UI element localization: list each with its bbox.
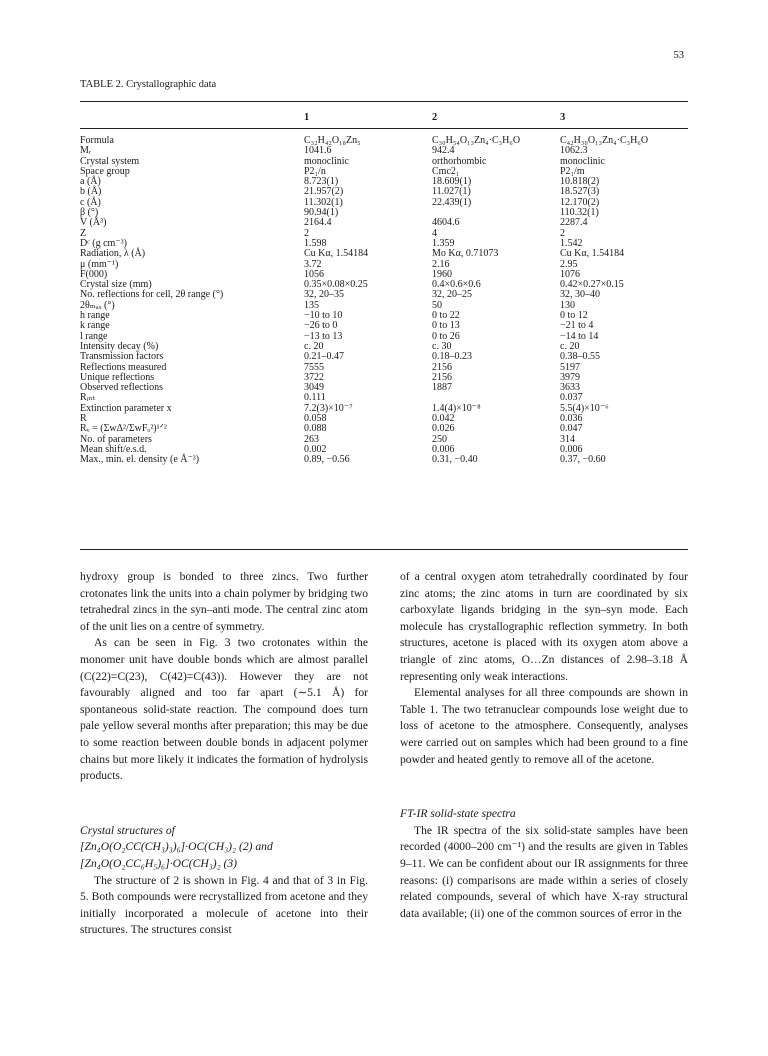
table-row — [80, 218, 688, 228]
table-row — [80, 435, 688, 445]
row-label: Extinction parameter x — [80, 402, 172, 414]
row-label: Mean shift/e.s.d. — [80, 443, 147, 455]
cell-compound-3: C₄₂H₃₀O₁₃Zn₄·C₃H₆O — [560, 135, 649, 146]
row-label: μ (mm⁻¹) — [80, 258, 119, 270]
cell-compound-2: 1.4(4)×10⁻⁸ — [432, 402, 481, 414]
cell-compound-2: c. 30 — [432, 340, 452, 352]
row-label: c (Å) — [80, 196, 101, 208]
table-row — [80, 383, 688, 393]
section-heading-line-2: [Zn₄O(O₂CC(CH₃)₃)₆]·OC(CH₃)₂ (2) and — [80, 840, 273, 854]
cell-compound-3: 2287.4 — [560, 217, 588, 229]
section-heading-line-3: [Zn₄O(O₂CC₆H₅)₆]·OC(CH₃)₂ (3) — [80, 856, 238, 870]
cell-compound-1: 11.302(1) — [304, 196, 343, 208]
table-row — [80, 260, 688, 270]
cell-compound-2: 0.4×0.6×0.6 — [432, 279, 481, 291]
cell-compound-1: 263 — [304, 433, 319, 445]
row-label: 2θₘₐₓ (°) — [80, 299, 115, 311]
cell-compound-1: 7.2(3)×10⁻⁷ — [304, 402, 353, 414]
cell-compound-2: orthorhombic — [432, 155, 487, 167]
cell-compound-1: 3049 — [304, 382, 324, 394]
cell-compound-1: 0.058 — [304, 413, 327, 425]
table-row — [80, 229, 688, 239]
row-label: No. of parameters — [80, 433, 152, 445]
table-row — [80, 332, 688, 342]
cell-compound-2: 2156 — [432, 371, 452, 383]
cell-compound-2: 1960 — [432, 268, 452, 280]
cell-compound-3: 0.006 — [560, 443, 583, 455]
cell-compound-3: 18.527(3) — [560, 186, 600, 198]
table-row — [80, 455, 688, 465]
cell-compound-2: 22.439(1) — [432, 196, 472, 208]
row-label: Transmission factors — [80, 351, 164, 363]
cell-compound-2: 0.31, −0.40 — [432, 454, 478, 466]
cell-compound-2: 18.609(1) — [432, 176, 472, 188]
cell-compound-2: 0.042 — [432, 413, 455, 425]
table-row — [80, 311, 688, 321]
cell-compound-2: 11.027(1) — [432, 186, 471, 198]
cell-compound-3: monoclinic — [560, 155, 605, 167]
cell-compound-3: Cu Kα, 1.54184 — [560, 248, 625, 260]
cell-compound-1: 1.598 — [304, 237, 327, 249]
cell-compound-1: 3.72 — [304, 258, 322, 270]
cell-compound-2: 1.359 — [432, 237, 455, 249]
cell-compound-2: 0.026 — [432, 423, 455, 435]
cell-compound-1: 2164.4 — [304, 217, 332, 229]
cell-compound-1: −10 to 10 — [304, 310, 343, 322]
right-paragraph-3: The IR spectra of the six solid-state samples have been recorded (4000–200 cm⁻¹) and the results are given in Tables 9–11. We can be confident about our IR assignments for three reasons: (i) comparisons are made within a series of closely related compounds, several of which have X-ray structural data available; (ii) one of the common sources of error in the — [400, 823, 688, 920]
row-label: Observed reflections — [80, 382, 164, 394]
table-row — [80, 208, 688, 218]
cell-compound-1: 7555 — [304, 361, 324, 373]
cell-compound-1: 1041.6 — [304, 145, 332, 157]
cell-compound-3: 32, 30–40 — [560, 289, 600, 301]
cell-compound-1: 21.957(2) — [304, 186, 344, 198]
cell-compound-3: 5197 — [560, 361, 580, 373]
cell-compound-1: 32, 20–35 — [304, 289, 344, 301]
cell-compound-3: 0.42×0.27×0.15 — [560, 279, 624, 291]
table-row — [80, 290, 688, 300]
cell-compound-2: 942.4 — [432, 145, 455, 157]
section-heading-line-1: Crystal structures of — [80, 823, 175, 837]
cell-compound-2: 0.006 — [432, 443, 455, 455]
cell-compound-1: C₃₂H₄₂O₁₈Zn₅ — [304, 135, 361, 146]
cell-compound-2: 32, 20–25 — [432, 289, 472, 301]
cell-compound-3: 1076 — [560, 268, 580, 280]
cell-compound-1: 0.89, −0.56 — [304, 454, 350, 466]
cell-compound-2: 50 — [432, 299, 442, 311]
row-label: Radiation, λ (Å) — [80, 248, 146, 260]
table-row — [80, 136, 688, 146]
cell-compound-3: 2 — [560, 227, 565, 239]
row-label: a (Å) — [80, 176, 101, 188]
table-row — [80, 424, 688, 434]
cell-compound-3: 0.047 — [560, 423, 583, 435]
cell-compound-2: 250 — [432, 433, 447, 445]
table-row — [80, 301, 688, 311]
cell-compound-3: 5.5(4)×10⁻⁶ — [560, 402, 609, 414]
row-label: V (Å³) — [80, 217, 107, 229]
column-header-1: 1 — [304, 112, 310, 123]
cell-compound-3: 314 — [560, 433, 575, 445]
row-label: Space group — [80, 165, 130, 177]
cell-compound-3: 10.818(2) — [560, 176, 600, 188]
cell-compound-3: 130 — [560, 299, 575, 311]
row-label: Dᶜ (g cm⁻³) — [80, 237, 127, 249]
cell-compound-1: 3722 — [304, 371, 324, 383]
cell-compound-2: 0 to 22 — [432, 310, 460, 322]
cell-compound-2: 0.18–0.23 — [432, 351, 472, 363]
left-paragraph-2: As can be seen in Fig. 3 two crotonates within the monomer unit have double bonds which are almost parallel (C(22)=C(23), C(42)=C(43)). However they are not favourably aligned and too far apart (∼5.1 Å) for spontaneous solid-state reaction. The compound does turn pale yellow several months after preparation; this may be due to some reaction between double bonds in adjacent polymer chains but more likely it indicates the formation of hydrolysis products. — [80, 636, 368, 783]
row-label: R — [80, 413, 87, 425]
cell-compound-3: 1062.3 — [560, 145, 588, 157]
cell-compound-3: 0 to 12 — [560, 310, 588, 322]
row-label: β (°) — [80, 207, 99, 219]
row-label: Max., min. el. density (e Å⁻³) — [80, 454, 200, 466]
cell-compound-3: 0.037 — [560, 392, 583, 404]
left-spacer — [80, 785, 368, 823]
left-text-column — [80, 569, 368, 939]
column-header-3: 3 — [560, 112, 566, 123]
cell-compound-3: P2₁/m — [560, 165, 585, 177]
table-row — [80, 373, 688, 383]
table-row — [80, 157, 688, 167]
cell-compound-1: −13 to 13 — [304, 330, 343, 342]
cell-compound-2: 2156 — [432, 361, 452, 373]
cell-compound-2: Mo Kα, 0.71073 — [432, 248, 499, 260]
cell-compound-1: 8.723(1) — [304, 176, 339, 188]
row-label: h range — [80, 310, 110, 322]
cell-compound-3: 2.95 — [560, 258, 578, 270]
cell-compound-3: 0.036 — [560, 413, 583, 425]
cell-compound-1: 0.111 — [304, 392, 326, 404]
row-label: Rᵢₙₜ — [80, 392, 96, 404]
row-label: Crystal system — [80, 155, 140, 167]
cell-compound-3: 0.37, −0.60 — [560, 454, 606, 466]
cell-compound-2: 1887 — [432, 382, 452, 394]
cell-compound-1: Cu Kα, 1.54184 — [304, 248, 369, 260]
left-paragraph-3: The structure of 2 is shown in Fig. 4 and that of 3 in Fig. 5. Both compounds were recrystallized from acetone and they initially incorporated a molecule of acetone into their structures. The structures consist — [80, 873, 368, 937]
column-header-2: 2 — [432, 112, 438, 123]
left-paragraph-1: hydroxy group is bonded to three zincs. Two further crotonates link the units into a chain polymer by bridging two tetrahedral zincs in the syn–anti mode. The central zinc atom of the unit lies on a centre of symmetry. — [80, 570, 368, 633]
table-row — [80, 404, 688, 414]
cell-compound-3: 3633 — [560, 382, 580, 394]
table-top-rule — [80, 101, 688, 102]
cell-compound-1: 2 — [304, 227, 309, 239]
cell-compound-1: P2₁/n — [304, 165, 326, 177]
cell-compound-1: 90.94(1) — [304, 207, 339, 219]
table-row — [80, 249, 688, 259]
cell-compound-1: monoclinic — [304, 155, 349, 167]
row-label: Rᵥ = (ΣwΔ²/ΣwFₒ²)¹ᐟ² — [80, 423, 167, 435]
cell-compound-3: 12.170(2) — [560, 196, 600, 208]
cell-compound-3: 1.542 — [560, 237, 583, 249]
page-number: 53 — [673, 50, 684, 61]
cell-compound-1: 0.088 — [304, 423, 327, 435]
table-row — [80, 363, 688, 373]
row-label: l range — [80, 330, 108, 342]
table-row — [80, 414, 688, 424]
cell-compound-3: −14 to 14 — [560, 330, 599, 342]
right-paragraph-1: of a central oxygen atom tetrahedrally coordinated by four zinc atoms; the zinc atoms in turn are coordinated by six carboxylate ligands bridging in the syn–syn mode. Each molecule has crystallographic reflection symmetry. In both structures, acetone is placed with its oxygen atom above a triangle of zinc atoms, O…Zn distances of 2.98–3.18 Å representing only weak interactions. — [400, 570, 688, 683]
cell-compound-2: 2.16 — [432, 258, 450, 270]
cell-compound-3: 0.38–0.55 — [560, 351, 600, 363]
row-label: k range — [80, 320, 110, 332]
cell-compound-3: c. 20 — [560, 340, 580, 352]
cell-compound-2: 4604.6 — [432, 217, 460, 229]
cell-compound-3: 110.32(1) — [560, 207, 599, 219]
row-label: Reflections measured — [80, 361, 167, 373]
cell-compound-2: 0 to 13 — [432, 320, 460, 332]
right-paragraph-2: Elemental analyses for all three compounds are shown in Table 1. The two tetranuclear compounds lose weight due to loss of acetone to the atmosphere. Consequently, analyses were carried out on samples which had been ground to a fine powder and heated gently to remove all of the acetone. — [400, 686, 688, 766]
row-label: Formula — [80, 135, 114, 146]
table-bottom-rule — [80, 549, 688, 550]
cell-compound-2: 0 to 26 — [432, 330, 460, 342]
cell-compound-1: 0.21–0.47 — [304, 351, 344, 363]
cell-compound-1: 0.002 — [304, 443, 327, 455]
row-label: No. reflections for cell, 2θ range (°) — [80, 289, 224, 301]
row-label: Mᵣ — [80, 145, 92, 157]
cell-compound-1: −26 to 0 — [304, 320, 338, 332]
cell-compound-3: 3979 — [560, 371, 580, 383]
table-title: TABLE 2. Crystallographic data — [80, 79, 217, 90]
table-header-rule — [80, 128, 688, 129]
right-text-column — [400, 569, 688, 922]
cell-compound-2: C₃₀H₅₄O₁₃Zn₄·C₃H₆O — [432, 135, 521, 146]
row-label: Crystal size (mm) — [80, 279, 152, 291]
row-label: Z — [80, 227, 87, 239]
cell-compound-2: 4 — [432, 227, 437, 239]
table-row — [80, 352, 688, 362]
row-label: F(000) — [80, 268, 108, 280]
cell-compound-1: 1056 — [304, 268, 324, 280]
cell-compound-1: 135 — [304, 299, 319, 311]
crystallographic-table — [80, 136, 688, 466]
cell-compound-3: −21 to 4 — [560, 320, 594, 332]
ftir-heading: FT-IR solid-state spectra — [400, 807, 516, 821]
cell-compound-1: c. 20 — [304, 340, 324, 352]
cell-compound-1: 0.35×0.08×0.25 — [304, 279, 368, 291]
row-label: Unique reflections — [80, 371, 155, 383]
right-spacer — [400, 768, 688, 806]
cell-compound-2: Cmc2₁ — [432, 165, 460, 177]
row-label: Intensity decay (%) — [80, 340, 159, 352]
row-label: b (Å) — [80, 186, 102, 198]
